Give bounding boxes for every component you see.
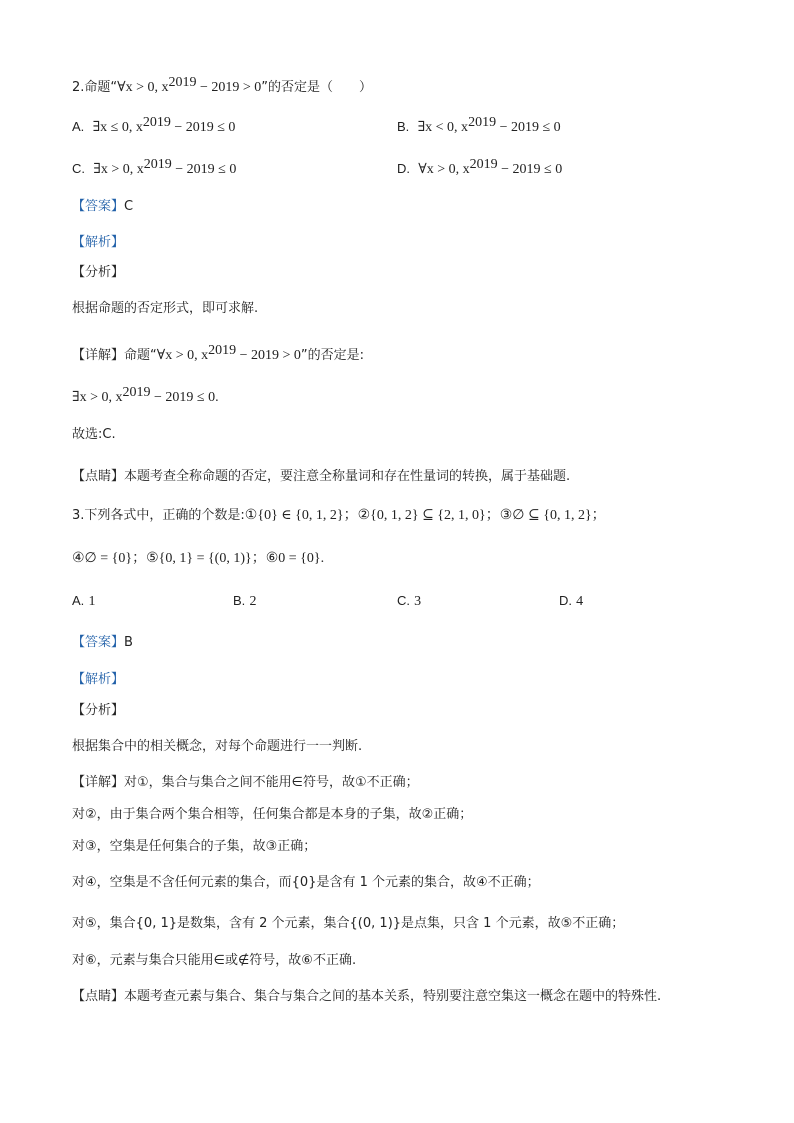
- q2-jiexi-heading: 【解析】: [72, 235, 125, 250]
- q2-dianjing: 【点睛】本题考查全称命题的否定，要注意全称量词和存在性量词的转换，属于基础题.: [72, 469, 571, 484]
- q3-fenxi-heading: 【分析】: [72, 703, 125, 718]
- q3-answer: 【答案】B: [72, 635, 133, 650]
- q3-option-c: C. 3: [397, 593, 422, 609]
- q2-option-d: D. ∀x > 0, $x^{2019} - 2019 \le 0$: [397, 157, 563, 177]
- q3-option-a: A. 1: [72, 593, 96, 609]
- q2-stem: 2.命题“∀x > 0, $x^{2019} - 2019 > 0$”的否定是（ ）: [72, 75, 373, 95]
- q3-xiangjie-line-1: 【详解】对①，集合与集合之间不能用∈符号，故①不正确；: [72, 775, 419, 790]
- q2-fenxi-heading: 【分析】: [72, 265, 125, 280]
- q3-option-b: B. 2: [233, 593, 257, 609]
- q3-xiangjie-line-6: 对⑥，元素与集合只能用∈或∉符号，故⑥不正确.: [72, 953, 357, 968]
- q3-xiangjie-line-5: 对⑤，集合{0, 1}是数集，含有 2 个元素，集合{(0, 1)}是点集，只含 1 个元素，故⑤不正确；: [72, 916, 625, 931]
- q2-option-c: C. ∃x > 0, $x^{2019} - 2019 \le 0$: [72, 157, 237, 177]
- q2-option-b: B. ∃x < 0, $x^{2019} - 2019 \le 0$: [397, 115, 561, 135]
- q2-choose: 故选:C.: [72, 427, 116, 442]
- q2-xiangjie: 【详解】命题“∀x > 0, $x^{2019} - 2019 > 0$”的否定是:: [72, 343, 365, 363]
- q3-jiexi-heading: 【解析】: [72, 672, 125, 687]
- q3-fenxi-text: 根据集合中的相关概念，对每个命题进行一一判断.: [72, 739, 363, 754]
- q3-xiangjie-line-4: 对④，空集是不含任何元素的集合，而{0}是含有 1 个元素的集合，故④不正确；: [72, 875, 540, 890]
- q2-fenxi-text: 根据命题的否定形式，即可求解.: [72, 301, 259, 316]
- q3-stem-line2: ④∅ = {0}；⑤{0, 1} = {(0, 1)}；⑥0 = {0}.: [72, 551, 325, 566]
- q3-dianjing: 【点睛】本题考查元素与集合、集合与集合之间的基本关系，特别要注意空集这一概念在题中的特殊性.: [72, 989, 662, 1004]
- q3-xiangjie-line-2: 对②，由于集合两个集合相等，任何集合都是本身的子集，故②正确；: [72, 807, 473, 822]
- q3-stem-line1: 3.下列各式中，正确的个数是:①{0} ∈ {0, 1, 2}；②{0, 1, 2} ⊆ {2, 1, 0}；③∅ ⊆ {0, 1, 2}；: [72, 508, 606, 523]
- q3-xiangjie-line-3: 对③，空集是任何集合的子集，故③正确；: [72, 839, 317, 854]
- q2-option-a: A. ∃x ≤ 0, $x^{2019} - 2019 \le 0$: [72, 115, 236, 135]
- q2-answer: 【答案】C: [72, 199, 134, 214]
- q2-negation: ∃x > 0, $x^{2019} - 2019 \le 0$.: [72, 385, 219, 405]
- q3-option-d: D. 4: [559, 593, 584, 609]
